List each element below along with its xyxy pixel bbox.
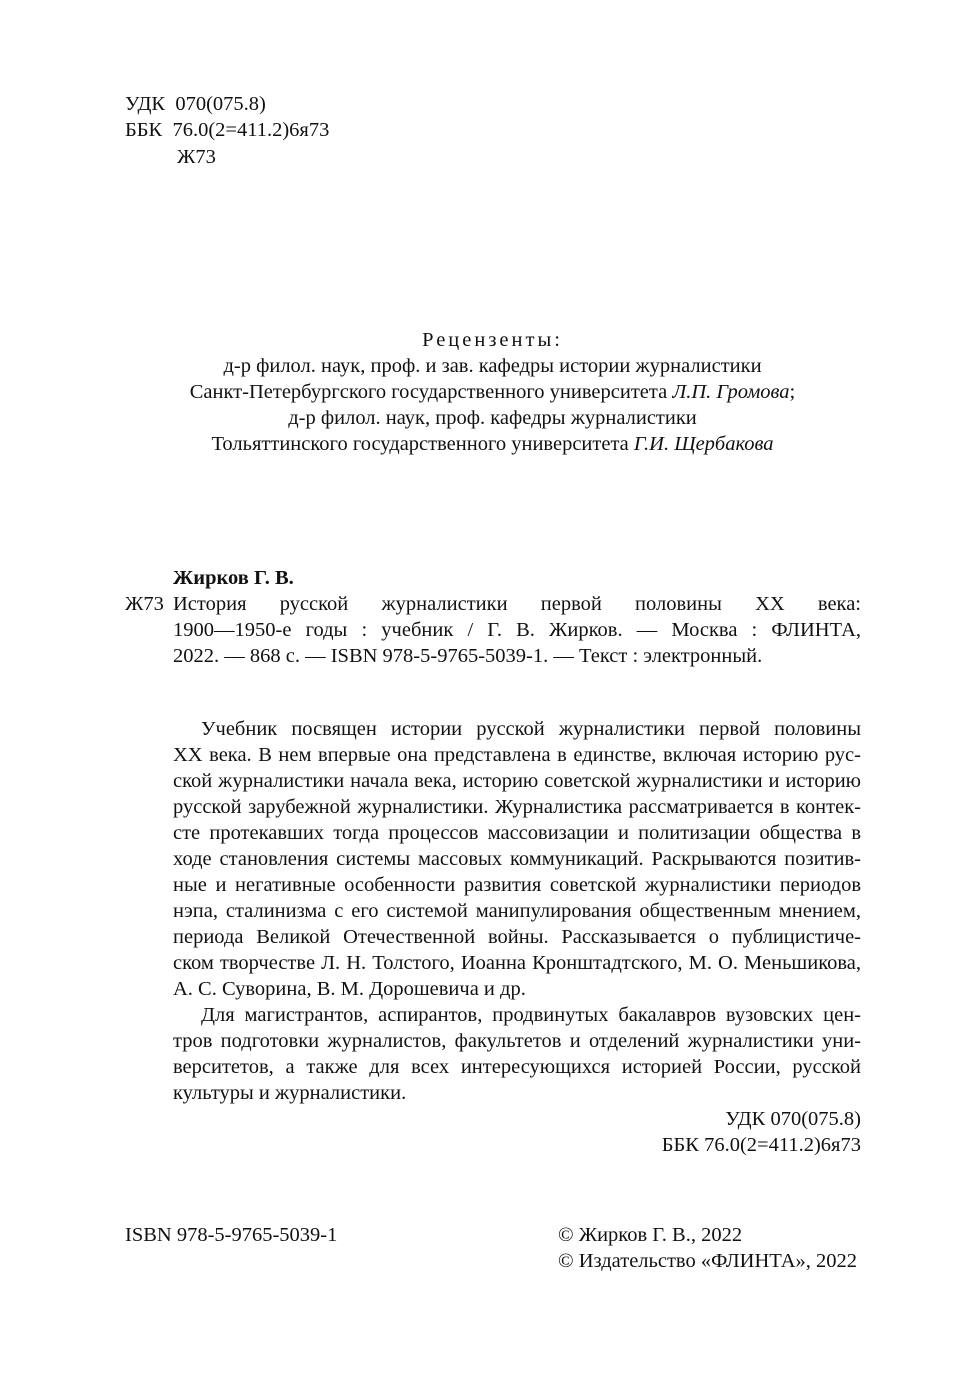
bbk-label: ББК: [125, 119, 163, 141]
abstract-bbk: ББК 76.0(2=411.2)6я73: [661, 1134, 861, 1156]
reviewer-line-4: [125, 431, 860, 457]
abstract-line: нэпа, сталинизма с его системой манипулирования общественным мнением,: [173, 900, 861, 922]
bbk-header: [125, 117, 329, 143]
abstract-line: XX века. В нем впервые она представлена в единстве, включая историю рус-: [173, 744, 861, 766]
reviewer-name-1: Л.П. Громова: [672, 381, 790, 403]
abstract-line: А. С. Суворина, В. М. Дорошевича и др.: [173, 978, 526, 1000]
copyright-publisher: © Издательство «ФЛИНТА», 2022: [558, 1250, 858, 1272]
bbk-value: 76.0(2=411.2)6я73: [172, 119, 330, 141]
footer-isbn: ISBN 978-5-9765-5039-1: [125, 1224, 338, 1246]
bibliographic-author: Жирков Г. В.: [173, 567, 294, 589]
reviewer-line-1: д-р филол. наук, проф. и зав. кафедры истории журналистики: [223, 355, 762, 377]
copyright-author: © Жирков Г. В., 2022: [558, 1224, 743, 1246]
abstract-line: периода Великой Отечественной войны. Рассказывается о публицистиче-: [173, 926, 861, 948]
reviewer-name-2: Г.И. Щербакова: [633, 433, 774, 455]
abstract-line: культуры и журналистики.: [173, 1082, 407, 1104]
abstract-line: русской зарубежной журналистики. Журналистика рассматривается в контек-: [173, 796, 861, 818]
bibliographic-line-3: 2022. — 868 с. — ISBN 978-5-9765-5039-1. — Текст : электронный.: [173, 645, 763, 667]
abstract-line: ходе становления системы массовых коммуникаций. Раскрываются позитив-: [173, 848, 861, 870]
reviewers-block: [125, 327, 860, 457]
udk-label: УДК: [125, 93, 166, 115]
bibliographic-description: [173, 591, 861, 669]
reviewer-line-3: д-р филол. наук, проф. кафедры журналистики: [288, 407, 697, 429]
footer-copyright: [558, 1222, 857, 1274]
reviewer-affiliation-1: Санкт-Петербургского государственного университета: [189, 381, 673, 403]
udk-value: 070(075.8): [175, 93, 266, 115]
reviewer-separator: ;: [789, 381, 796, 403]
abstract-line: ском творчестве Л. Н. Толстого, Иоанна Кронштадтского, М. О. Меньшикова,: [173, 952, 861, 974]
abstract-line: Для магистрантов, аспирантов, продвинутых бакалавров вузовских цен-: [201, 1004, 861, 1026]
reviewer-line-2: [125, 379, 860, 405]
bibliographic-line-2: 1900—1950-е годы : учебник / Г. В. Жирков. — Москва : ФЛИНТА,: [173, 619, 861, 641]
abstract-line: ской журналистики начала века, историю советской журналистики и историю: [173, 770, 861, 792]
bibliographic-mark: Ж73: [125, 593, 164, 615]
abstract-line: Учебник посвящен истории русской журналистики первой половины: [201, 718, 861, 740]
author-mark-header: Ж73: [177, 146, 216, 168]
abstract-line: верситетов, а также для всех интересующихся историей России, русской: [173, 1056, 861, 1078]
abstract-line: сте протекавших тогда процессов массовизации и политизации общества в: [173, 822, 861, 844]
abstract-line: ные и негативные особенности развития советской журналистики периодов: [173, 874, 861, 896]
abstract-udk: УДК 070(075.8): [725, 1108, 861, 1130]
bibliographic-line-1: История русской журналистики первой половины XX века:: [173, 593, 861, 615]
reviewer-affiliation-2: Тольяттинского государственного университета: [211, 433, 634, 455]
abstract-line: тров подготовки журналистов, факультетов и отделений журналистики уни-: [173, 1030, 861, 1052]
udk-header: [125, 91, 266, 117]
reviewers-heading: Рецензенты:: [422, 329, 563, 351]
abstract-block: [173, 716, 861, 1158]
